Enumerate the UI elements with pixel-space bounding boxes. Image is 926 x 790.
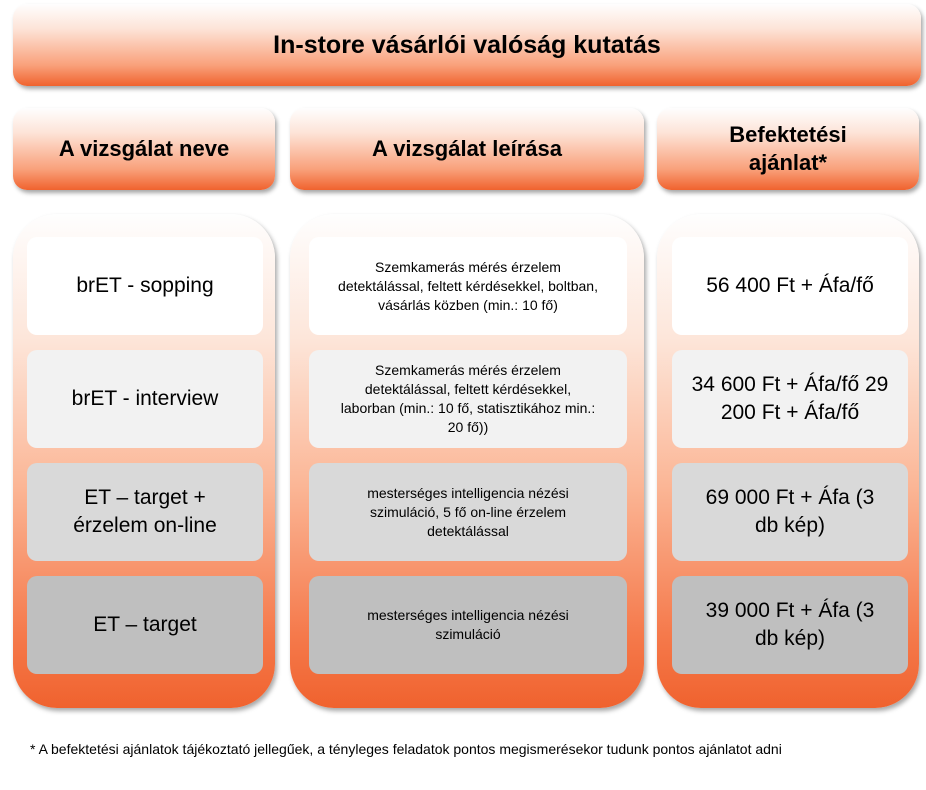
row-2-price: 34 600 Ft + Áfa/fő 29 200 Ft + Áfa/fő (691, 373, 889, 424)
row-1-price: 56 400 Ft + Áfa/fő (706, 274, 874, 297)
row-3-name-cell (27, 463, 263, 561)
header-name-text: A vizsgálat neve (58, 136, 230, 161)
header-description-text: A vizsgálat leírása (372, 136, 562, 161)
row-2-name-cell (27, 350, 263, 448)
header-offer-text: Befektetési ajánlat* (729, 122, 847, 175)
row-4-name-cell (27, 576, 263, 674)
header-name (13, 108, 275, 190)
row-3-name: ET – target + érzelem on-line (73, 486, 217, 537)
header-description (290, 108, 644, 190)
row-3-price-cell (672, 463, 908, 561)
row-4-description-cell (309, 576, 627, 674)
row-4-price-cell (672, 576, 908, 674)
row-1-price-cell (672, 237, 908, 335)
row-3-description-cell (309, 463, 627, 561)
row-4-description: mesterséges intelligencia nézési szimuláció (367, 607, 569, 642)
footnote: * A befektetési ajánlatok tájékoztató jellegűek, a tényleges feladatok pontos megismerésekor tudunk pontos ajánlatot adni (30, 741, 782, 757)
row-2-name: brET - interview (71, 387, 219, 410)
row-2-price-cell (672, 350, 908, 448)
row-1-description-cell (309, 237, 627, 335)
page-title (13, 4, 921, 86)
row-4-name: ET – target (93, 613, 197, 636)
row-2-description-cell (309, 350, 627, 448)
row-1-description: Szemkamerás mérés érzelem detektálással, feltett kérdésekkel, boltban, vásárlás közben (min.: 10 fő) (338, 258, 598, 313)
row-3-description: mesterséges intelligencia nézési szimuláció, 5 fő on-line érzelem detektálással (367, 484, 569, 539)
header-offer (657, 108, 919, 190)
row-1-name-cell (27, 237, 263, 335)
row-1-name: brET - sopping (76, 274, 214, 297)
page-title-text: In-store vásárlói valóság kutatás (273, 30, 661, 59)
row-4-price: 39 000 Ft + Áfa (3 db kép) (705, 599, 875, 650)
row-2-description: Szemkamerás mérés érzelem detektálással, feltett kérdésekkel, laborban (min.: 10 fő, statisztikához min.: 20 fő)) (340, 362, 596, 435)
row-3-price: 69 000 Ft + Áfa (3 db kép) (705, 486, 875, 537)
